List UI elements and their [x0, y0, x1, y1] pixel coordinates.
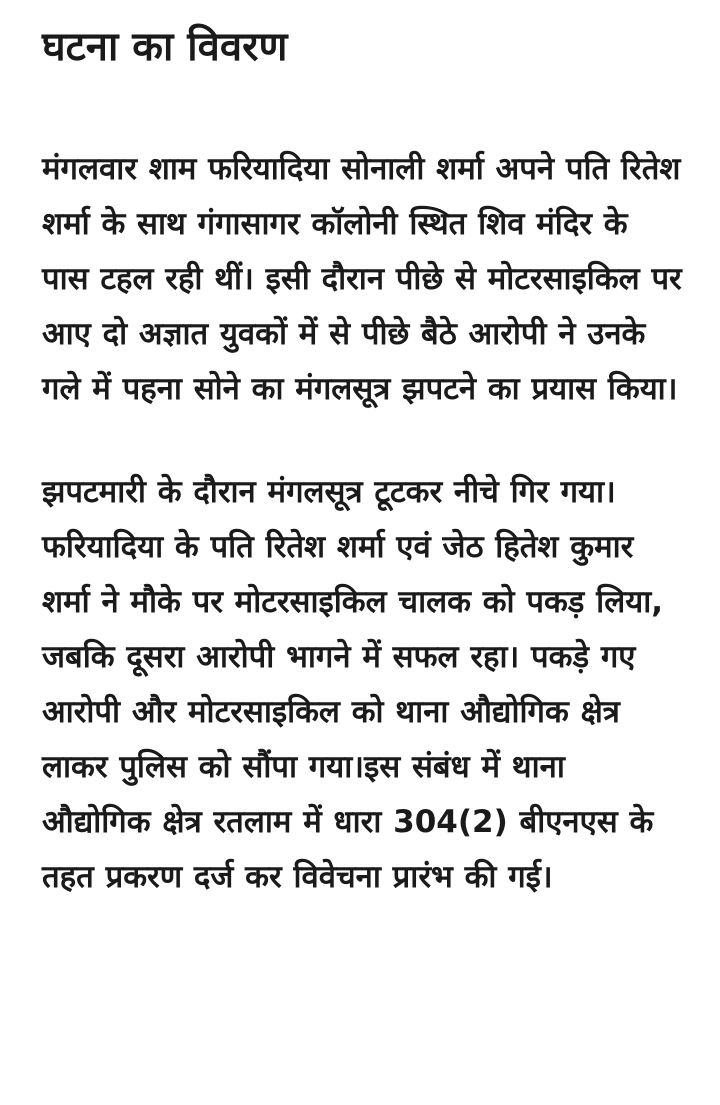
page-title: घटना का विवरण: [42, 24, 288, 70]
incident-paragraph-1: मंगलवार शाम फरियादिया सोनाली शर्मा अपने पति रितेश शर्मा के साथ गंगासागर कॉलोनी स्थित शिव मंदिर के पास टहल रही थीं। इसी दौरान पीछे से मोटरसाइकिल पर आए दो अज्ञात युवकों में से पीछे बैठे आरोपी ने उनके गले में पहना सोने का मंगलसूत्र झपटने का प्रयास किया।: [42, 151, 682, 407]
incident-paragraph-2: झपटमारी के दौरान मंगलसूत्र टूटकर नीचे गिर गया। फरियादिया के पति रितेश शर्मा एवं जेठ हितेश कुमार शर्मा ने मौके पर मोटरसाइकिल चालक को पकड़ लिया, जबकि दूसरा आरोपी भागने में सफल रहा। पकड़े गए आरोपी और मोटरसाइकिल को थाना औद्योगिक क्षेत्र लाकर पुलिस को सौंपा गया।इस संबंध में थाना औद्योगिक क्षेत्र रतलाम में धारा 304(2) बीएनएस के तहत प्रकरण दर्ज कर विवेचना प्रारंभ की गई।: [42, 474, 663, 895]
